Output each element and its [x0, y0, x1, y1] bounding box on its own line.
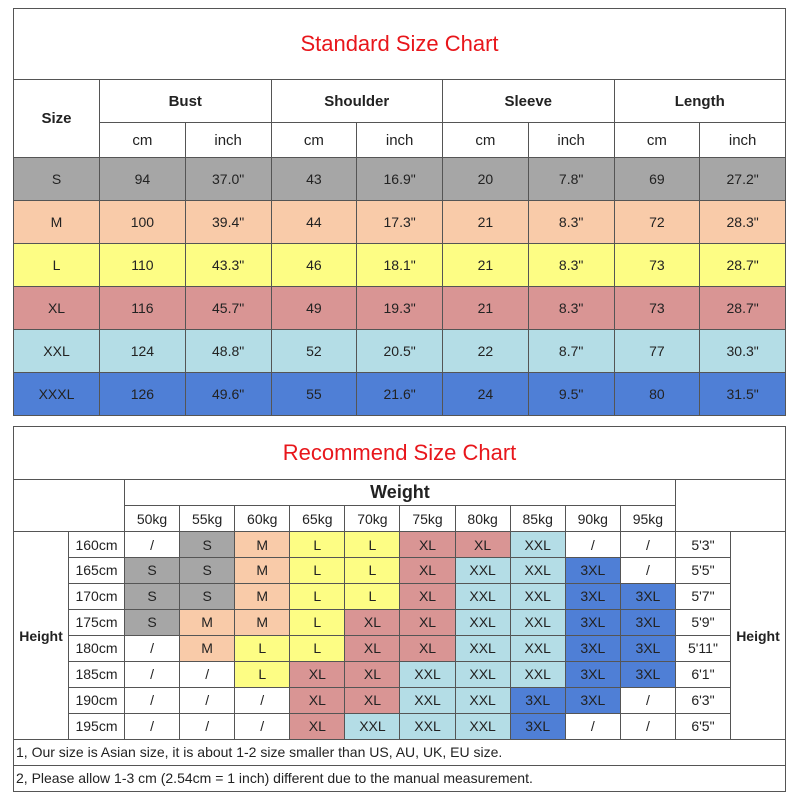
recommended-size-cell: /	[125, 713, 180, 739]
recommended-size-cell: XXL	[400, 661, 455, 687]
measurement-cell: 31.5"	[700, 373, 786, 416]
recommended-size-cell: XL	[345, 609, 400, 635]
recommended-size-cell: XL	[290, 687, 345, 713]
height-cm: 180cm	[69, 635, 125, 661]
recommended-size-cell: S	[125, 609, 180, 635]
measurement-cell: 7.8"	[528, 158, 614, 201]
measurement-cell: 16.9"	[357, 158, 443, 201]
weight-col-header: 70kg	[345, 506, 400, 532]
weight-col-header: 85kg	[510, 506, 565, 532]
size-row	[14, 287, 786, 330]
recommended-size-cell: L	[235, 635, 290, 661]
measurement-cell: 72	[614, 201, 700, 244]
standard-size-table	[13, 8, 786, 416]
measurement-cell: 116	[100, 287, 186, 330]
recommended-size-cell: XXL	[510, 558, 565, 584]
height-ft: 6'1"	[675, 661, 730, 687]
measurement-cell: 21	[443, 244, 529, 287]
recommended-size-cell: XXL	[345, 713, 400, 739]
size-row	[14, 201, 786, 244]
weight-header: Weight	[125, 480, 676, 506]
recommended-size-cell: /	[235, 713, 290, 739]
measurement-cell: 45.7"	[185, 287, 271, 330]
recommended-size-cell: L	[345, 583, 400, 609]
recommended-size-cell: /	[125, 687, 180, 713]
height-row	[14, 661, 786, 687]
recommended-size-cell: /	[620, 532, 675, 558]
measurement-cell: 126	[100, 373, 186, 416]
recommended-size-cell: XXL	[400, 713, 455, 739]
recommended-size-cell: XL	[345, 687, 400, 713]
recommended-size-cell: XXL	[455, 558, 510, 584]
height-cm: 195cm	[69, 713, 125, 739]
weight-col-header: 80kg	[455, 506, 510, 532]
group-header-bust: Bust	[100, 80, 272, 123]
measurement-cell: 49	[271, 287, 357, 330]
recommended-size-cell: 3XL	[620, 661, 675, 687]
note-2: 2, Please allow 1-3 cm (2.54cm = 1 inch) different due to the manual measurement.	[14, 765, 786, 791]
measurement-cell: 21.6"	[357, 373, 443, 416]
recommended-size-cell: XL	[455, 532, 510, 558]
measurement-cell: 19.3"	[357, 287, 443, 330]
measurement-cell: 48.8"	[185, 330, 271, 373]
measurement-cell: 43.3"	[185, 244, 271, 287]
height-row	[14, 583, 786, 609]
recommended-size-cell: XXL	[455, 661, 510, 687]
height-cm: 170cm	[69, 583, 125, 609]
measurement-cell: 52	[271, 330, 357, 373]
recommended-size-cell: XL	[345, 635, 400, 661]
measurement-cell: 8.7"	[528, 330, 614, 373]
recommended-size-cell: L	[345, 558, 400, 584]
recommended-size-cell: S	[180, 558, 235, 584]
recommended-size-cell: /	[180, 661, 235, 687]
recommended-size-cell: XL	[400, 583, 455, 609]
measurement-cell: 73	[614, 287, 700, 330]
recommended-size-cell: M	[235, 558, 290, 584]
height-cm: 190cm	[69, 687, 125, 713]
size-row	[14, 244, 786, 287]
recommended-size-cell: XL	[400, 532, 455, 558]
unit-header: inch	[357, 123, 443, 158]
recommended-size-cell: /	[235, 687, 290, 713]
recommended-size-cell: XXL	[510, 635, 565, 661]
recommended-size-cell: L	[290, 635, 345, 661]
recommended-size-cell: XXL	[455, 713, 510, 739]
recommended-size-cell: XXL	[455, 583, 510, 609]
height-cm: 160cm	[69, 532, 125, 558]
recommended-size-cell: /	[125, 661, 180, 687]
recommended-size-cell: 3XL	[565, 583, 620, 609]
height-ft: 5'11"	[675, 635, 730, 661]
measurement-cell: 20	[443, 158, 529, 201]
standard-title: Standard Size Chart	[14, 9, 786, 80]
height-row	[14, 532, 786, 558]
size-header: Size	[14, 80, 100, 158]
measurement-cell: 80	[614, 373, 700, 416]
recommended-size-cell: L	[290, 558, 345, 584]
recommended-size-cell: 3XL	[620, 609, 675, 635]
recommended-size-cell: 3XL	[510, 687, 565, 713]
recommended-size-cell: /	[620, 713, 675, 739]
recommended-size-cell: S	[180, 532, 235, 558]
recommended-size-cell: XXL	[510, 609, 565, 635]
measurement-cell: 28.3"	[700, 201, 786, 244]
weight-col-header: 55kg	[180, 506, 235, 532]
recommended-size-cell: M	[235, 609, 290, 635]
measurement-cell: 37.0"	[185, 158, 271, 201]
height-ft: 5'5"	[675, 558, 730, 584]
recommended-size-cell: /	[565, 532, 620, 558]
height-cm: 175cm	[69, 609, 125, 635]
recommend-title: Recommend Size Chart	[14, 427, 786, 480]
measurement-cell: 73	[614, 244, 700, 287]
measurement-cell: 27.2"	[700, 158, 786, 201]
recommended-size-cell: /	[620, 558, 675, 584]
height-ft: 5'7"	[675, 583, 730, 609]
measurement-cell: 100	[100, 201, 186, 244]
recommended-size-cell: XXL	[455, 609, 510, 635]
height-ft: 6'3"	[675, 687, 730, 713]
recommended-size-cell: 3XL	[565, 635, 620, 661]
unit-header: cm	[614, 123, 700, 158]
measurement-cell: 28.7"	[700, 244, 786, 287]
weight-col-header: 75kg	[400, 506, 455, 532]
recommend-size-table	[13, 426, 786, 792]
height-cm: 165cm	[69, 558, 125, 584]
recommended-size-cell: 3XL	[565, 558, 620, 584]
height-label-right: Height	[730, 532, 785, 740]
weight-col-header: 95kg	[620, 506, 675, 532]
recommended-size-cell: 3XL	[565, 661, 620, 687]
recommended-size-cell: XXL	[510, 583, 565, 609]
group-header-length: Length	[614, 80, 786, 123]
note-1: 1, Our size is Asian size, it is about 1-2 size smaller than US, AU, UK, EU size.	[14, 739, 786, 765]
recommended-size-cell: L	[290, 609, 345, 635]
size-label: XXL	[14, 330, 100, 373]
recommended-size-cell: XL	[400, 609, 455, 635]
height-row	[14, 635, 786, 661]
recommended-size-cell: 3XL	[620, 583, 675, 609]
recommended-size-cell: /	[565, 713, 620, 739]
height-row	[14, 687, 786, 713]
measurement-cell: 22	[443, 330, 529, 373]
height-row	[14, 609, 786, 635]
measurement-cell: 24	[443, 373, 529, 416]
height-cm: 185cm	[69, 661, 125, 687]
unit-header: inch	[185, 123, 271, 158]
recommended-size-cell: /	[180, 687, 235, 713]
weight-col-header: 50kg	[125, 506, 180, 532]
recommended-size-cell: M	[235, 532, 290, 558]
measurement-cell: 39.4"	[185, 201, 271, 244]
weight-col-header: 90kg	[565, 506, 620, 532]
recommended-size-cell: M	[180, 609, 235, 635]
size-row	[14, 330, 786, 373]
measurement-cell: 124	[100, 330, 186, 373]
recommended-size-cell: XL	[290, 713, 345, 739]
measurement-cell: 17.3"	[357, 201, 443, 244]
recommended-size-cell: /	[125, 635, 180, 661]
recommended-size-cell: L	[290, 532, 345, 558]
recommended-size-cell: XXL	[455, 635, 510, 661]
size-label: XXXL	[14, 373, 100, 416]
unit-header: inch	[528, 123, 614, 158]
measurement-cell: 8.3"	[528, 287, 614, 330]
recommended-size-cell: L	[290, 583, 345, 609]
measurement-cell: 49.6"	[185, 373, 271, 416]
recommended-size-cell: XXL	[510, 532, 565, 558]
unit-header: cm	[443, 123, 529, 158]
recommended-size-cell: /	[620, 687, 675, 713]
height-row	[14, 713, 786, 739]
recommended-size-cell: 3XL	[510, 713, 565, 739]
measurement-cell: 18.1"	[357, 244, 443, 287]
measurement-cell: 44	[271, 201, 357, 244]
recommended-size-cell: 3XL	[620, 635, 675, 661]
measurement-cell: 94	[100, 158, 186, 201]
corner-cell-right	[675, 480, 785, 532]
height-ft: 5'9"	[675, 609, 730, 635]
measurement-cell: 21	[443, 287, 529, 330]
recommended-size-cell: M	[180, 635, 235, 661]
recommended-size-cell: /	[180, 713, 235, 739]
recommended-size-cell: 3XL	[565, 609, 620, 635]
measurement-cell: 8.3"	[528, 201, 614, 244]
recommended-size-cell: S	[180, 583, 235, 609]
recommended-size-cell: 3XL	[565, 687, 620, 713]
measurement-cell: 30.3"	[700, 330, 786, 373]
unit-header: inch	[700, 123, 786, 158]
recommended-size-cell: M	[235, 583, 290, 609]
measurement-cell: 46	[271, 244, 357, 287]
recommended-size-cell: XXL	[510, 661, 565, 687]
recommended-size-cell: XL	[400, 558, 455, 584]
size-label: XL	[14, 287, 100, 330]
measurement-cell: 77	[614, 330, 700, 373]
recommended-size-cell: XL	[400, 635, 455, 661]
recommended-size-cell: XXL	[400, 687, 455, 713]
size-row	[14, 373, 786, 416]
measurement-cell: 43	[271, 158, 357, 201]
height-ft: 6'5"	[675, 713, 730, 739]
measurement-cell: 69	[614, 158, 700, 201]
recommended-size-cell: L	[235, 661, 290, 687]
recommended-size-cell: S	[125, 558, 180, 584]
measurement-cell: 55	[271, 373, 357, 416]
unit-header: cm	[100, 123, 186, 158]
group-header-sleeve: Sleeve	[443, 80, 615, 123]
height-ft: 5'3"	[675, 532, 730, 558]
size-label: S	[14, 158, 100, 201]
weight-col-header: 65kg	[290, 506, 345, 532]
group-header-shoulder: Shoulder	[271, 80, 443, 123]
recommended-size-cell: /	[125, 532, 180, 558]
corner-cell	[14, 480, 125, 532]
recommended-size-cell: XL	[345, 661, 400, 687]
measurement-cell: 28.7"	[700, 287, 786, 330]
size-label: L	[14, 244, 100, 287]
size-label: M	[14, 201, 100, 244]
measurement-cell: 9.5"	[528, 373, 614, 416]
recommended-size-cell: XL	[290, 661, 345, 687]
measurement-cell: 21	[443, 201, 529, 244]
size-row	[14, 158, 786, 201]
weight-col-header: 60kg	[235, 506, 290, 532]
measurement-cell: 20.5"	[357, 330, 443, 373]
recommended-size-cell: XXL	[455, 687, 510, 713]
recommended-size-cell: S	[125, 583, 180, 609]
height-label-left: Height	[14, 532, 69, 740]
recommended-size-cell: L	[345, 532, 400, 558]
measurement-cell: 110	[100, 244, 186, 287]
height-row	[14, 558, 786, 584]
measurement-cell: 8.3"	[528, 244, 614, 287]
unit-header: cm	[271, 123, 357, 158]
